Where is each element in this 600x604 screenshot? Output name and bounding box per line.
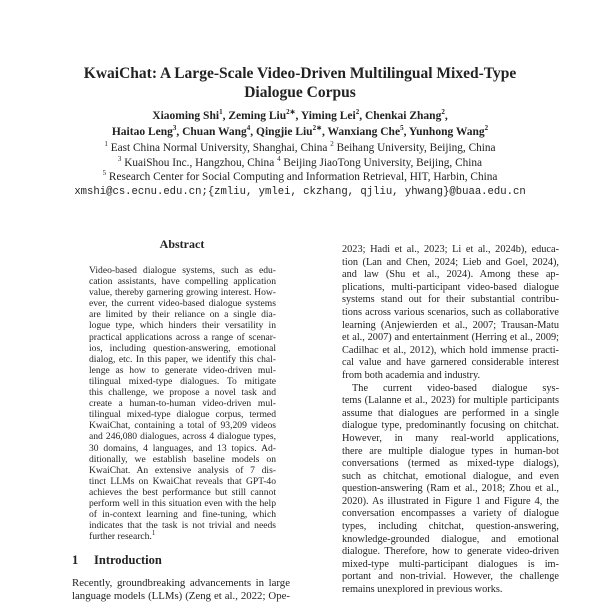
author-name: Xiaoming Shi: [152, 110, 220, 122]
text-line: tion (Lan and Chen, 2024; Lieb and Goel, 2024),: [342, 256, 559, 268]
text-line: cation assistants, have compelling application: [89, 276, 276, 288]
text-line: 30 domains, 4 languages, and 13 topics. Ad-: [89, 442, 276, 454]
text-line: value, thereby garnering growing interest. How-: [89, 287, 276, 299]
text-line: perform well in this situation even with the help: [89, 497, 276, 509]
text-line: Cadilhac et al., 2012), which hold immense practi-: [342, 344, 559, 356]
text-line: assume that dialogues are performed in a single: [342, 407, 559, 419]
text-line: logue type, which hinders their versatility in: [89, 320, 276, 332]
text-line: are limited by their reliance on a single dia-: [89, 309, 276, 321]
text-line: indicates that the task is not trivial and needs: [89, 520, 276, 532]
text-line: practical applications across a range of scenar-: [89, 331, 276, 343]
text-line: conversations (termed as mixed-type dialogs),: [342, 458, 559, 470]
text-line: systems stand out for their substantial contribu-: [342, 294, 559, 306]
text-line: ditionally, we establish baseline models on: [89, 453, 276, 465]
text-line: learning (Anjewierden et al., 2007; Trausan-Matu: [342, 319, 559, 331]
text-line: question-answering (Ram et al., 2018; Zhou et al.,: [342, 483, 559, 495]
abstract-body: [89, 265, 276, 542]
title-line: KwaiChat: A Large-Scale Video-Driven Multilingual Mixed-Type: [83, 65, 517, 82]
author-name: Yiming Lei: [300, 110, 356, 122]
author-line: Haitao Leng$^3$, Chuan Wang$^4$, Qingjie Liu$^{2∗}$, Wanxiang Che$^5$, Yunhong Wang$^2$: [111, 124, 489, 138]
affiliation-mark: 2: [484, 124, 489, 133]
text-line: 2023; Hadi et al., 2023; Li et al., 2024b), educa-: [342, 244, 559, 255]
text-line: tilingual mixed-type dialogues. To mitigate: [89, 375, 276, 387]
text-line: dialog, etc. In this paper, we identify this chal-: [89, 353, 276, 365]
affiliation-mark: 2: [441, 108, 445, 117]
affiliation: KuaiShou Inc., Hangzhou, China: [124, 156, 275, 169]
text-line: tilingual mixed-type dialogue corpus, termed: [89, 409, 276, 421]
abstract-heading: Abstract: [159, 237, 205, 251]
text-line: 2020). As illustrated in Figure 1 and Figure 4, the: [342, 495, 559, 507]
section-title: Introduction: [94, 553, 162, 567]
affiliation: Beijing JiaoTong University, Beijing, China: [283, 156, 483, 169]
right-column: [342, 244, 559, 597]
text-line: achieves the best performance but still cannot: [89, 486, 276, 498]
text-line: knowledge-grounded dialogue, and emotional: [342, 533, 559, 545]
affiliation-mark: 4: [246, 124, 251, 133]
text-line: remains unexplored in previous works.: [342, 584, 503, 596]
affiliation-mark: 1: [219, 108, 223, 117]
author-emails: xmshi@cs.ecnu.edu.cn;{zmliu, ymlei, ckzhang, qjliu, yhwang}@buaa.edu.cn: [74, 185, 526, 198]
text-line: there are multiple dialogue types in human-bot: [342, 445, 559, 457]
text-line: dialogue type, predominantly focusing on chitchat.: [342, 420, 559, 432]
affiliations: $^1$ East China Normal University, Shanghai, China $^2$ Beihang University, Beijing, China $^3$ KuaiShou Inc., Hangzhou, China $^4$ Beijing JiaoTong University, Beijing, China $^5$ Research Center for Social Computing and Information Retrieval, HIT, Harbin, China xmshi@cs.ecnu.edu.cn;{zmliu, ymlei, ckzhang, qjliu, yhwang}@buaa.edu.cn: [0, 141, 600, 199]
author-name: Chenkai Zhang: [364, 110, 442, 122]
author-name: Wanxiang Che: [327, 126, 401, 138]
text-line: However, in many real-world applications,: [342, 432, 559, 444]
affiliation: Research Center for Social Computing and Information Retrieval, HIT, Harbin, China: [108, 171, 498, 184]
affiliation-mark: 3: [172, 124, 177, 133]
text-line: from both academia and industry.: [342, 369, 481, 381]
affiliation-mark: 5: [400, 124, 404, 133]
text-line: tinct LLMs on KwaiChat reveals that GPT-4o: [89, 475, 276, 487]
text-line: conversation encompasses a variety of dialogue: [342, 508, 559, 520]
text-line: dialogue. Therefore, how to generate video-driven: [342, 546, 559, 558]
author-name: Zeming Liu: [228, 110, 287, 122]
text-line: plications, multi-participant video-based dialogue: [342, 281, 559, 293]
text-line: cal value and have garnered considerable interest: [342, 357, 559, 369]
text-line: tems (Lalanne et al., 2023) for multiple participants: [342, 395, 559, 407]
text-line: and law (Shu et al., 2024). Among these ap-: [342, 269, 559, 281]
affiliation-mark: 2: [355, 108, 360, 117]
affiliation: Beihang University, Beijing, China: [336, 142, 496, 154]
author-line: Xiaoming Shi$^1$, Zeming Liu$^{2∗}$, Yiming Lei$^2$, Chenkai Zhang$^2$,: [152, 108, 448, 122]
text-line: Video-based dialogue systems, such as edu-: [89, 265, 276, 276]
section-number: 1: [72, 553, 79, 567]
text-line: of in-context learning and fine-tuning, which: [89, 509, 276, 521]
text-line: tions across various scenarios, such as collaborative: [342, 306, 559, 318]
section-heading: [72, 553, 162, 568]
text-line: et al., 2007) and entertainment (Herring et al., 2009;: [342, 332, 559, 344]
footnote-mark[interactable]: 1: [151, 529, 156, 538]
text-line: KwaiChat, containing a total of 93,209 videos: [89, 420, 276, 432]
text-line: KwaiChat. An extensive analysis of 7 dis-: [89, 464, 276, 476]
author-name: Haitao Leng: [111, 126, 173, 138]
text-line: such as chitchat, emotional dialogue, and even: [342, 470, 559, 482]
author-name: Qingjie Liu: [256, 126, 313, 138]
text-line: mixed-type multi-participant dialogues is im-: [342, 558, 559, 570]
title-line: Dialogue Corpus: [244, 84, 356, 101]
text-line: language models (LLMs) (Zeng et al., 2022; Ope-: [72, 590, 290, 603]
text-line: Recently, groundbreaking advancements in large: [72, 577, 290, 589]
text-line: portant and non-trivial. However, the challenge: [342, 571, 559, 583]
text-line: The current video-based dialogue sys-: [352, 382, 559, 394]
affiliation-mark: 2∗: [312, 124, 322, 133]
text-line: [89, 531, 276, 542]
text-line: lenge as how to generate video-driven mul-: [89, 364, 276, 376]
paper-title: [0, 64, 600, 102]
affiliation: East China Normal University, Shanghai, China: [110, 142, 328, 154]
text-line: create a human-to-human video-driven mul-: [89, 398, 276, 410]
text-line: this challenge, we propose a novel task and: [89, 387, 276, 399]
author-list: [0, 108, 600, 140]
affiliation-mark: 2∗: [286, 108, 296, 117]
author-name: Yunhong Wang: [408, 126, 485, 138]
author-name: Chuan Wang: [182, 126, 247, 138]
text-line: ever, the current video-based dialogue systems: [89, 298, 276, 310]
text-line: ios, including question-answering, emotional: [89, 342, 276, 354]
text-line-end: further research.: [89, 531, 152, 543]
text-line: and 246,080 dialogues, across 4 dialogue types,: [89, 431, 276, 443]
text-line: types, including chitchat, question-answering,: [342, 521, 559, 533]
